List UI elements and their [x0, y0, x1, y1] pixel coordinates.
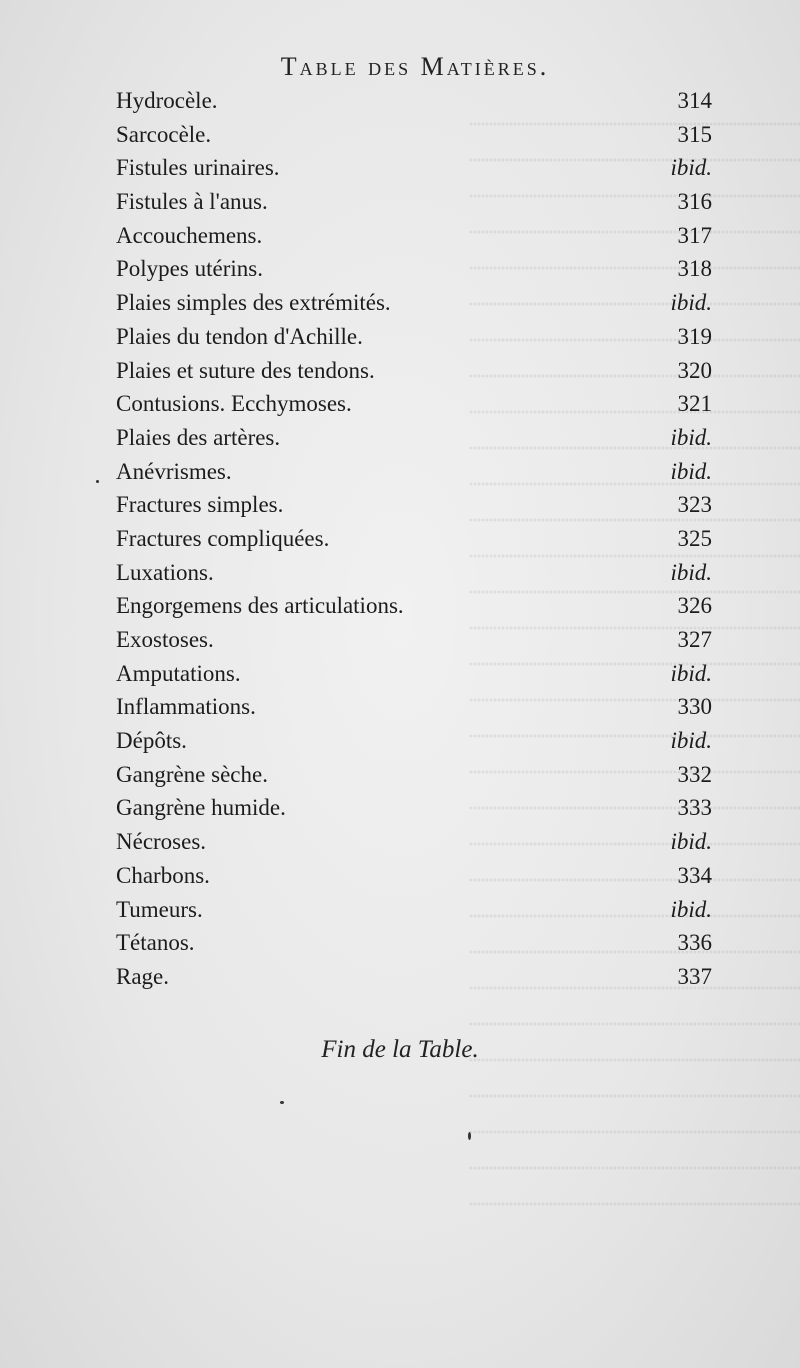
toc-entry-title: Anévrismes.: [116, 458, 232, 484]
toc-entry-page: 332: [677, 761, 712, 787]
toc-entry: [116, 724, 712, 758]
table-of-contents: [116, 84, 712, 994]
toc-entry-title: Sarcocèle.: [116, 121, 212, 147]
toc-entry-page: 327: [677, 627, 712, 652]
toc-entry: [116, 893, 712, 927]
toc-entry: [116, 320, 712, 354]
toc-entry: [116, 455, 712, 489]
toc-entry: [116, 219, 712, 253]
toc-entry-page: 325: [677, 525, 712, 551]
ink-speck: [280, 1101, 284, 1104]
toc-entry-title: Plaies des artères.: [116, 424, 281, 450]
toc-entry: [116, 791, 712, 825]
toc-entry: [116, 286, 712, 320]
toc-entry: [116, 960, 712, 994]
toc-entry-title: Amputations.: [116, 660, 241, 686]
toc-entry: [116, 825, 712, 859]
toc-entry-title: Dépôts.: [116, 728, 187, 754]
toc-entry: [116, 421, 712, 455]
toc-entry-page: 333: [677, 795, 712, 821]
toc-entry-title: Fistules à l'anus.: [116, 189, 268, 215]
toc-entry-page: ibid.: [670, 424, 712, 450]
toc-entry-page: 317: [677, 222, 712, 248]
toc-entry-page: 337: [677, 963, 712, 989]
toc-entry-title: Nécroses.: [116, 829, 207, 855]
toc-entry: [116, 488, 712, 522]
toc-entry: [116, 118, 712, 152]
toc-entry-title: Hydrocèle.: [116, 88, 218, 113]
toc-entry: [116, 657, 712, 691]
ink-speck: [468, 1132, 471, 1140]
toc-entry-title: Tumeurs.: [116, 896, 203, 922]
running-header: Table des Matières.: [280, 52, 550, 81]
toc-entry-page: 336: [677, 930, 712, 956]
toc-entry: [116, 556, 712, 590]
toc-entry-page: ibid.: [670, 896, 712, 922]
toc-entry-title: Fistules urinaires.: [116, 155, 280, 181]
toc-entry-title: Exostoses.: [116, 627, 214, 652]
toc-entry-title: Rage.: [116, 963, 170, 989]
toc-entry-title: Luxations.: [116, 559, 214, 585]
toc-entry-page: ibid.: [670, 290, 712, 316]
toc-entry-page: 321: [677, 391, 712, 417]
toc-entry-title: Fractures simples.: [116, 492, 284, 518]
toc-entry-title: Engorgemens des articulations.: [116, 593, 404, 619]
toc-entry-page: ibid.: [670, 559, 712, 585]
toc-entry: [116, 354, 712, 388]
closing-line: Fin de la Table.: [321, 1036, 479, 1063]
ink-speck: [96, 480, 99, 483]
toc-entry: [116, 859, 712, 893]
toc-entry-title: Contusions. Ecchymoses.: [116, 391, 352, 417]
toc-entry-page: 315: [677, 121, 712, 147]
toc-entry: [116, 623, 712, 657]
toc-entry: [116, 84, 712, 118]
toc-entry-title: Inflammations.: [116, 694, 256, 720]
toc-entry-page: 326: [677, 593, 712, 619]
toc-entry-page: ibid.: [670, 660, 712, 686]
toc-entry-page: 319: [677, 323, 712, 349]
toc-entry: [116, 252, 712, 286]
toc-entry-page: ibid.: [670, 728, 712, 754]
toc-entry: [116, 690, 712, 724]
toc-entry-page: 314: [677, 88, 712, 113]
toc-entry-page: ibid.: [670, 829, 712, 855]
toc-entry: [116, 151, 712, 185]
toc-entry-page: 316: [677, 189, 712, 215]
toc-entry-page: ibid.: [670, 458, 712, 484]
toc-entry-page: 334: [677, 862, 712, 888]
toc-entry-title: Charbons.: [116, 862, 210, 888]
toc-entry-title: Fractures compliquées.: [116, 525, 330, 551]
toc-entry-page: 318: [677, 256, 712, 282]
toc-entry: [116, 589, 712, 623]
toc-entry-title: Plaies et suture des tendons.: [116, 357, 375, 383]
toc-entry-page: ibid.: [670, 155, 712, 181]
toc-entry-page: 330: [677, 694, 712, 720]
toc-entry-title: Tétanos.: [116, 930, 195, 956]
toc-entry-title: Plaies du tendon d'Achille.: [116, 323, 363, 349]
toc-entry: [116, 758, 712, 792]
toc-entry-page: 323: [677, 492, 712, 518]
toc-entry-title: Polypes utérins.: [116, 256, 263, 282]
toc-entry: [116, 185, 712, 219]
toc-entry-page: 320: [677, 357, 712, 383]
toc-entry-title: Accouchemens.: [116, 222, 263, 248]
toc-entry-title: Plaies simples des extrémités.: [116, 290, 391, 316]
toc-entry: [116, 387, 712, 421]
toc-entry: [116, 926, 712, 960]
toc-entry-title: Gangrène humide.: [116, 795, 286, 821]
toc-entry-title: Gangrène sèche.: [116, 761, 268, 787]
toc-entry: [116, 522, 712, 556]
